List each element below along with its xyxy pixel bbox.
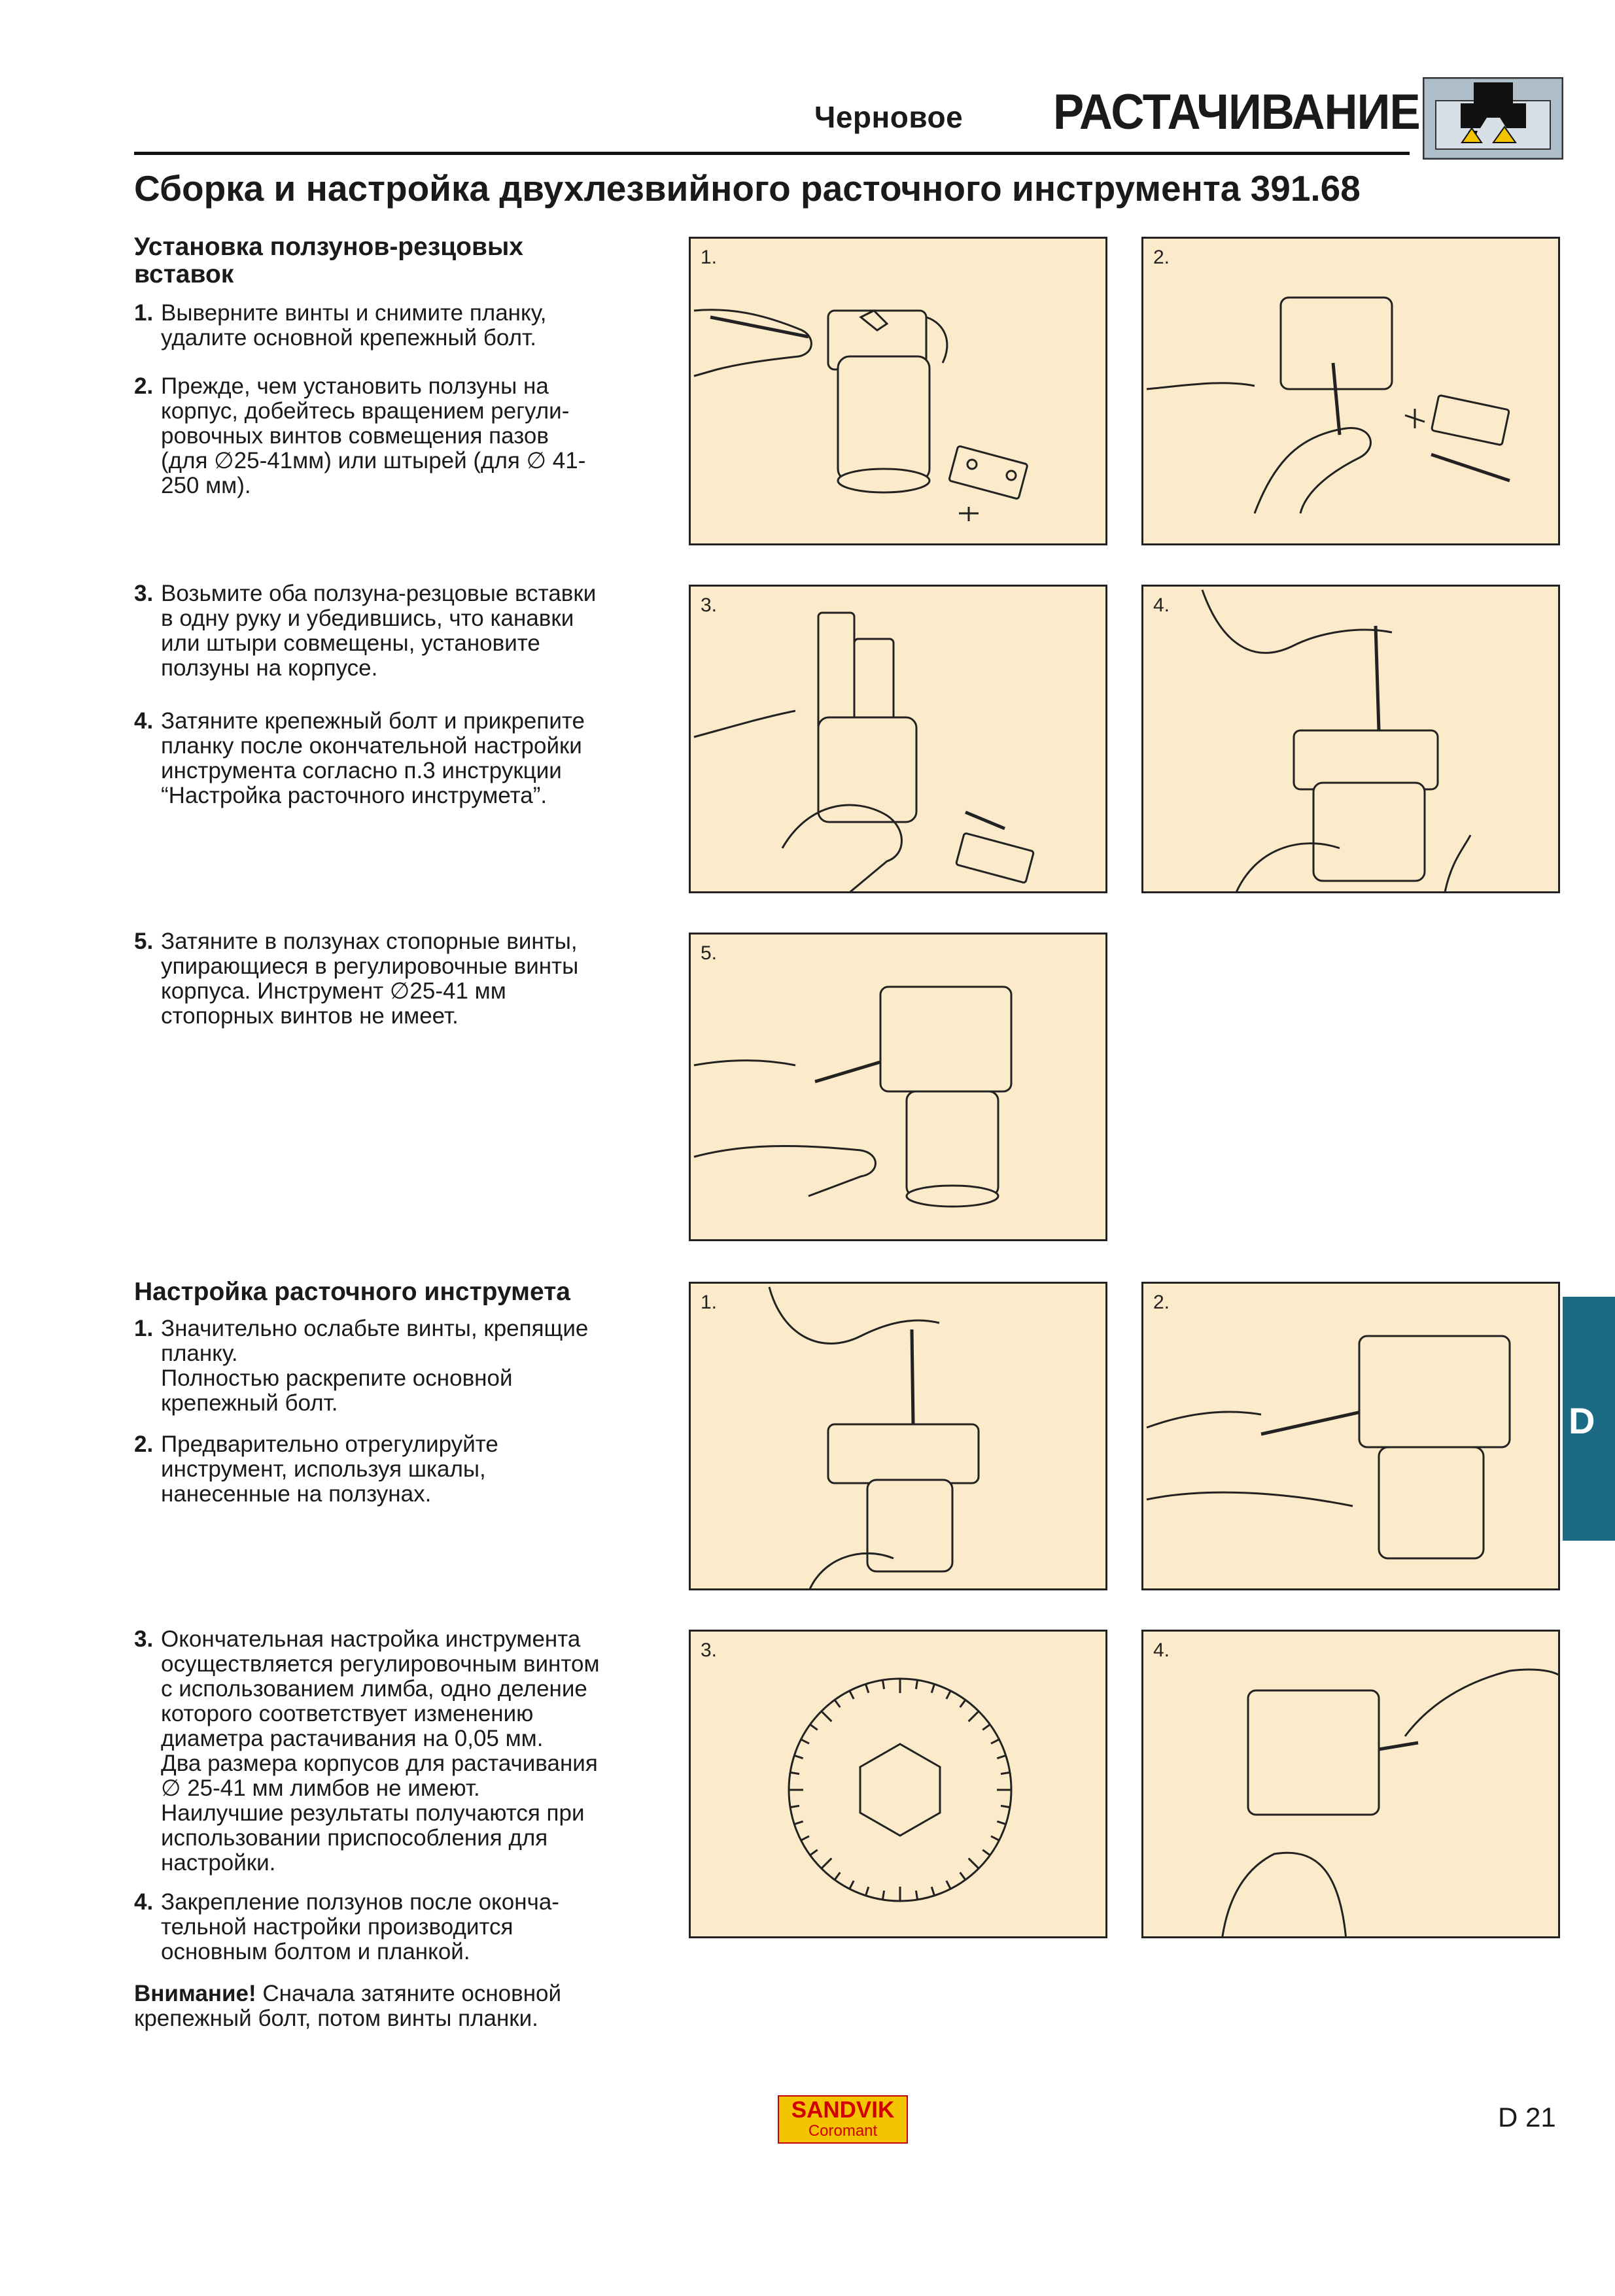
section1-step-5 bbox=[134, 929, 638, 1029]
dial-tick bbox=[801, 1739, 809, 1743]
page-number: D 21 bbox=[1498, 2102, 1556, 2133]
dial-tick bbox=[882, 1680, 884, 1689]
figure-install-5 bbox=[689, 933, 1107, 1241]
section2-step-4 bbox=[134, 1890, 638, 1964]
figure-install-4 bbox=[1141, 585, 1560, 893]
dial-tick bbox=[931, 1684, 934, 1692]
header-divider bbox=[134, 152, 1410, 155]
boring-bar-icon bbox=[1423, 77, 1563, 160]
figure-number: 2. bbox=[1153, 1292, 1170, 1313]
dial-tick bbox=[960, 1872, 965, 1879]
dial-tick bbox=[997, 1821, 1005, 1824]
figure-install-3 bbox=[689, 585, 1107, 893]
dial-tick bbox=[794, 1755, 803, 1758]
dial-tick bbox=[865, 1887, 868, 1895]
dial-tick bbox=[801, 1836, 809, 1840]
dial-tick bbox=[835, 1700, 840, 1707]
dial-tick bbox=[997, 1755, 1005, 1758]
step-text: Выверните винты и снимите планку, удалите основной крепежный болт. bbox=[161, 300, 547, 351]
hand-tool-illustration bbox=[1143, 1632, 1560, 1938]
dial-tick bbox=[835, 1872, 840, 1879]
dial-tick bbox=[790, 1806, 799, 1807]
figure-setup-2 bbox=[1141, 1282, 1560, 1590]
logo-wordmark: SANDVIK bbox=[791, 2097, 895, 2123]
dial-tick bbox=[982, 1724, 990, 1730]
step-number: 1. bbox=[134, 1316, 154, 1341]
warning-note bbox=[134, 1981, 638, 2031]
section1-step-3 bbox=[134, 581, 638, 681]
dial-tick bbox=[865, 1684, 868, 1692]
dial-tick bbox=[931, 1887, 934, 1895]
header-title: РАСТАЧИВАНИЕ bbox=[1053, 84, 1420, 140]
dial-tick bbox=[969, 1859, 979, 1869]
dial-tick bbox=[850, 1691, 854, 1699]
hand-tool-illustration bbox=[1143, 239, 1560, 545]
step-number: 3. bbox=[134, 581, 154, 606]
hand-tool-illustration bbox=[1143, 1284, 1560, 1590]
hand-tool-illustration bbox=[691, 587, 1107, 893]
dial-tick bbox=[822, 1859, 832, 1869]
warning-text: Сначала затяните основной крепежный болт, потом винты планки. bbox=[134, 1981, 562, 2031]
figure-number: 2. bbox=[1153, 247, 1170, 268]
section2-step-2 bbox=[134, 1432, 638, 1507]
logo-subtitle: Coromant bbox=[808, 2122, 878, 2140]
warning-label: Внимание! bbox=[134, 1981, 256, 2006]
dial-tick bbox=[794, 1821, 803, 1824]
dial-tick bbox=[946, 1881, 950, 1889]
dial-tick bbox=[969, 1711, 979, 1722]
step-number: 1. bbox=[134, 300, 154, 326]
step-number: 4. bbox=[134, 1889, 154, 1915]
section1-step-2 bbox=[134, 374, 638, 498]
sandvik-logo bbox=[778, 2095, 908, 2144]
section2-step-1 bbox=[134, 1316, 638, 1416]
section2-step-3 bbox=[134, 1627, 638, 1876]
step-text: Возьмите оба ползуна-резцовые вставки в одну руку и убедившись, что канавки или штыри совмещены, установите ползуны на корпусе. bbox=[161, 581, 597, 681]
dial-tick bbox=[882, 1891, 884, 1900]
section1-heading: Установка ползунов-резцовых вставок bbox=[134, 233, 523, 288]
step-text: Предварительно отрегулируйте инструмент, используя шкалы, нанесенные на ползунах. bbox=[161, 1431, 498, 1507]
figure-number: 1. bbox=[701, 1292, 718, 1313]
figure-number: 4. bbox=[1153, 594, 1170, 616]
step-text: Окончательная настройка инструмента осуществляется регулировочным винтом с использованием лимба, одно деление которого соответствует изменению диаметра растачивания на 0,05 мм. Два размера корпусов для растачивания ∅ 25-41 мм лимбов не имеют. Наилучшие результаты получаются при использовании приспособления для настройки. bbox=[161, 1626, 600, 1876]
dial-scale-diagram bbox=[691, 1632, 1107, 1938]
step-text: Затяните крепежный болт и прикрепите планку после окончательной настройки инструмента согласно п.3 инструкции “Настройка расточного инструмета”. bbox=[161, 708, 585, 808]
dial-tick bbox=[916, 1680, 917, 1689]
step-number: 2. bbox=[134, 373, 154, 399]
figure-setup-3 bbox=[689, 1630, 1107, 1938]
dial-tick bbox=[916, 1891, 917, 1900]
dial-tick bbox=[850, 1881, 854, 1889]
dial-tick bbox=[946, 1691, 950, 1699]
figure-number: 4. bbox=[1153, 1639, 1170, 1661]
dial-tick bbox=[790, 1772, 799, 1773]
hand-tool-illustration bbox=[691, 239, 1107, 545]
section-tab-letter: D bbox=[1569, 1400, 1595, 1441]
step-number: 4. bbox=[134, 708, 154, 734]
section1-step-4 bbox=[134, 709, 638, 808]
step-text: Прежде, чем установить ползуны на корпус, добейтесь вращением регули- ровочных винтов совмещения пазов (для ∅25-41мм) или штырей (для ∅ 41- 250 мм). bbox=[161, 373, 586, 498]
dial-tick bbox=[991, 1739, 999, 1743]
dial-tick bbox=[1001, 1772, 1010, 1773]
step-number: 2. bbox=[134, 1431, 154, 1457]
dial-tick bbox=[960, 1700, 965, 1707]
hand-tool-illustration bbox=[691, 1284, 1107, 1590]
dial-tick bbox=[822, 1711, 832, 1722]
step-number: 5. bbox=[134, 929, 154, 954]
header-subtitle: Черновое bbox=[814, 100, 964, 134]
section1-step-1 bbox=[134, 301, 638, 351]
figure-install-1 bbox=[689, 237, 1107, 545]
figure-number: 1. bbox=[701, 247, 718, 268]
figure-number: 3. bbox=[701, 1639, 718, 1661]
figure-number: 5. bbox=[701, 942, 718, 964]
figure-install-2 bbox=[1141, 237, 1560, 545]
dial-tick bbox=[810, 1724, 817, 1730]
dial-tick bbox=[991, 1836, 999, 1840]
step-text: Затяните в ползунах стопорные винты, упирающиеся в регулировочные винты корпуса. Инструмент ∅25-41 мм стопорных винтов не имеет. bbox=[161, 929, 579, 1029]
step-text: Значительно ослабьте винты, крепящие планку. Полностью раскрепите основной крепежный болт. bbox=[161, 1316, 589, 1416]
page-title: Сборка и настройка двухлезвийного расточного инструмента 391.68 bbox=[134, 168, 1361, 209]
dial-tick bbox=[810, 1850, 817, 1855]
dial-tick bbox=[982, 1850, 990, 1855]
hand-tool-illustration bbox=[1143, 587, 1560, 893]
dial-tick bbox=[1001, 1806, 1010, 1807]
step-text: Закрепление ползунов после оконча- тельной настройки производится основным болтом и планкой. bbox=[161, 1889, 559, 1964]
figure-setup-4 bbox=[1141, 1630, 1560, 1938]
section2-heading: Настройка расточного инструмета bbox=[134, 1278, 570, 1306]
step-number: 3. bbox=[134, 1626, 154, 1652]
figure-number: 3. bbox=[701, 594, 718, 616]
figure-setup-1 bbox=[689, 1282, 1107, 1590]
hand-tool-illustration bbox=[691, 934, 1107, 1241]
